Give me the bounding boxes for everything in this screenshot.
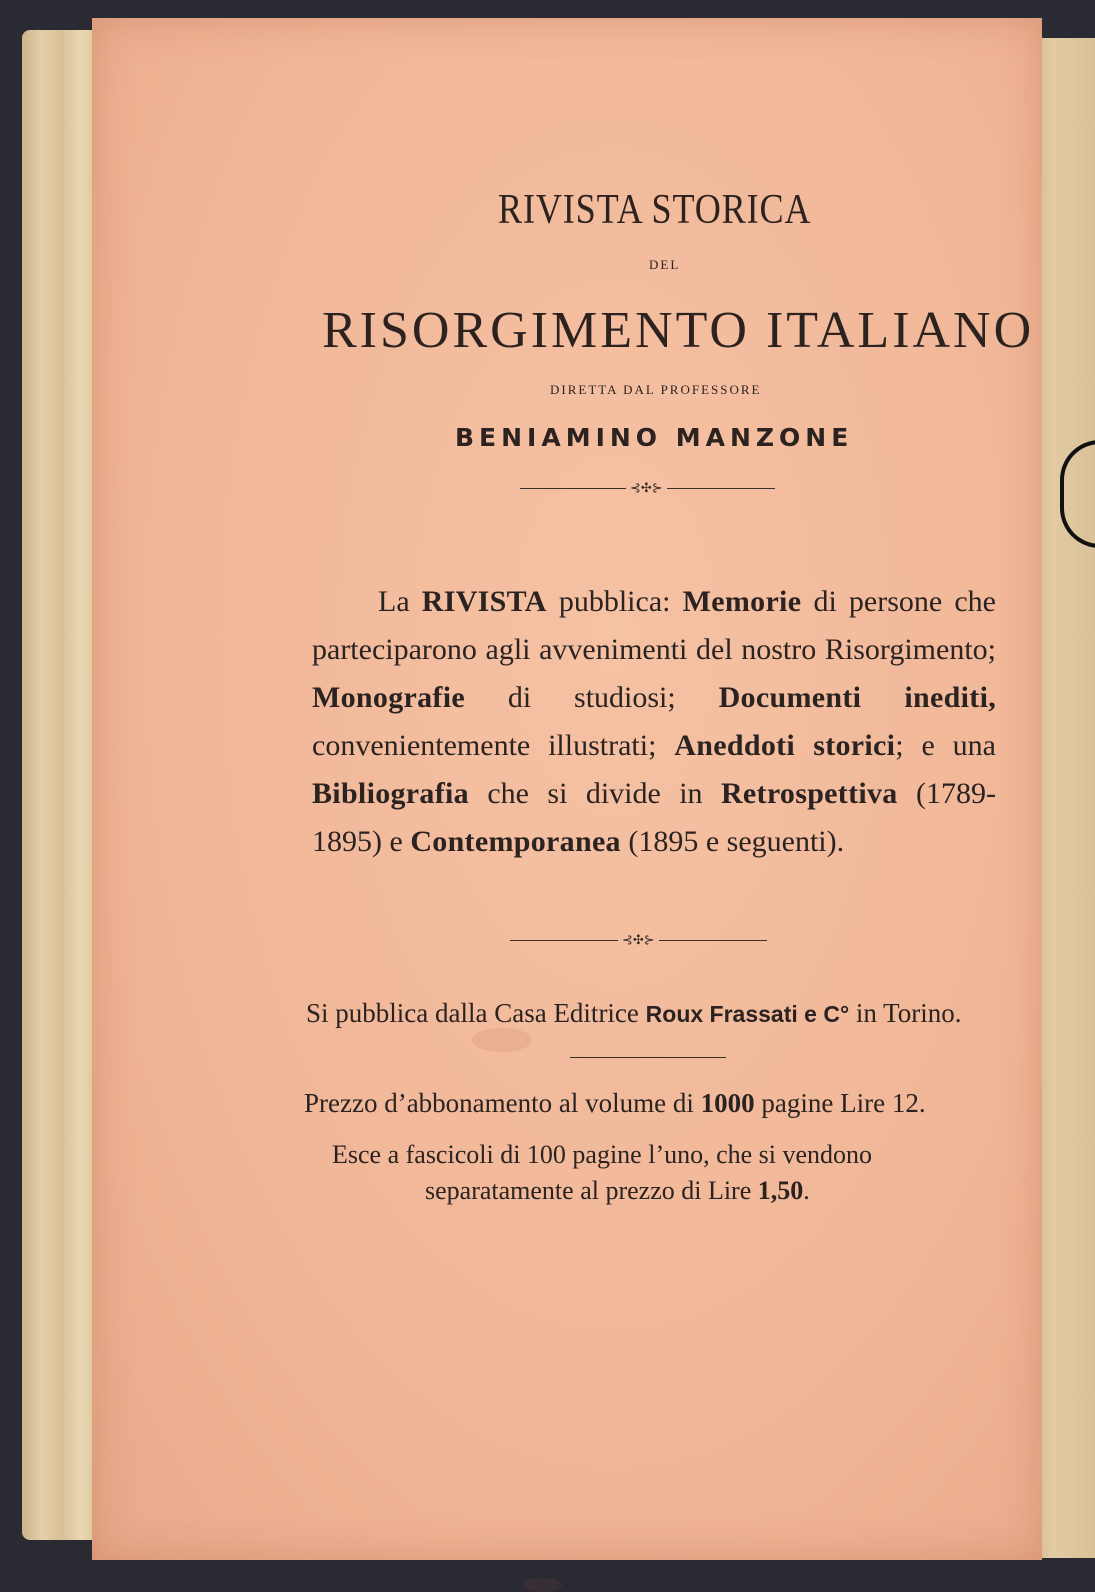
publisher-divider bbox=[570, 1057, 726, 1058]
description-text: La bbox=[378, 585, 422, 618]
volume-pages: 1000 bbox=[700, 1088, 755, 1118]
description-text: che si divide in bbox=[468, 777, 721, 810]
publisher-line bbox=[306, 998, 962, 1029]
publisher-name: Roux Frassati e C° bbox=[645, 1001, 850, 1027]
description-text: pubblica: bbox=[546, 585, 683, 618]
description-text: (1895 e seguenti). bbox=[620, 825, 845, 858]
subscription-price-line bbox=[304, 1088, 926, 1119]
issue-line-prefix: separatamente al prezzo di Lire bbox=[425, 1176, 758, 1205]
issue-price: 1,50 bbox=[757, 1176, 804, 1205]
subscription-suffix: pagine Lire 12. bbox=[754, 1088, 926, 1118]
description-bold-aneddoti: Aneddoti storici bbox=[674, 729, 896, 762]
upper-ornamental-divider bbox=[520, 481, 775, 496]
journal-title-line-2: RISORGIMENTO ITALIANO bbox=[322, 302, 1035, 359]
issue-info-line-1: Esce a fascicoli di 100 pagine l’uno, che si vendono bbox=[332, 1140, 873, 1169]
paper-stain bbox=[472, 1028, 532, 1052]
editor-name: BENIAMINO MANZONE bbox=[455, 423, 854, 452]
description-bold-contemporanea: Contemporanea bbox=[410, 825, 621, 858]
paper-stain bbox=[522, 1578, 562, 1592]
issue-info-line-2 bbox=[425, 1176, 810, 1206]
description-bold-rivista: RIVISTA bbox=[421, 585, 547, 618]
description-text: (1789-1895) e bbox=[312, 777, 996, 858]
directed-by-label: DIRETTA DAL PROFESSORE bbox=[550, 382, 762, 397]
description-bold-documenti: Documenti inediti, bbox=[718, 681, 996, 714]
description-text: ; e una bbox=[895, 729, 997, 762]
issue-line-suffix: . bbox=[803, 1176, 810, 1205]
ornament-icon: ⊰✣⊱ bbox=[622, 933, 655, 948]
journal-title-connector: DEL bbox=[649, 257, 681, 272]
description-text: di studiosi; bbox=[464, 681, 719, 714]
subscription-prefix: Prezzo d’abbonamento al volume di bbox=[304, 1088, 701, 1118]
description-text: di persone che parteciparono agli avvenimenti del nostro Risorgimento; bbox=[312, 585, 996, 666]
publisher-suffix: in Torino. bbox=[849, 998, 962, 1028]
description-bold-monografie: Monografie bbox=[312, 681, 465, 714]
description-text: convenientemente illustrati; bbox=[312, 729, 675, 762]
ornament-icon: ⊰✣⊱ bbox=[630, 481, 663, 496]
journal-title-line-1: RIVISTA STORICA bbox=[498, 187, 812, 233]
description-bold-bibliografia: Bibliografia bbox=[312, 777, 469, 810]
publisher-prefix: Si pubblica dalla Casa Editrice bbox=[306, 998, 646, 1028]
description-bold-memorie: Memorie bbox=[682, 585, 802, 618]
description-bold-retrospettiva: Retrospettiva bbox=[720, 777, 898, 810]
journal-description bbox=[312, 578, 996, 866]
lower-ornamental-divider bbox=[510, 933, 767, 948]
